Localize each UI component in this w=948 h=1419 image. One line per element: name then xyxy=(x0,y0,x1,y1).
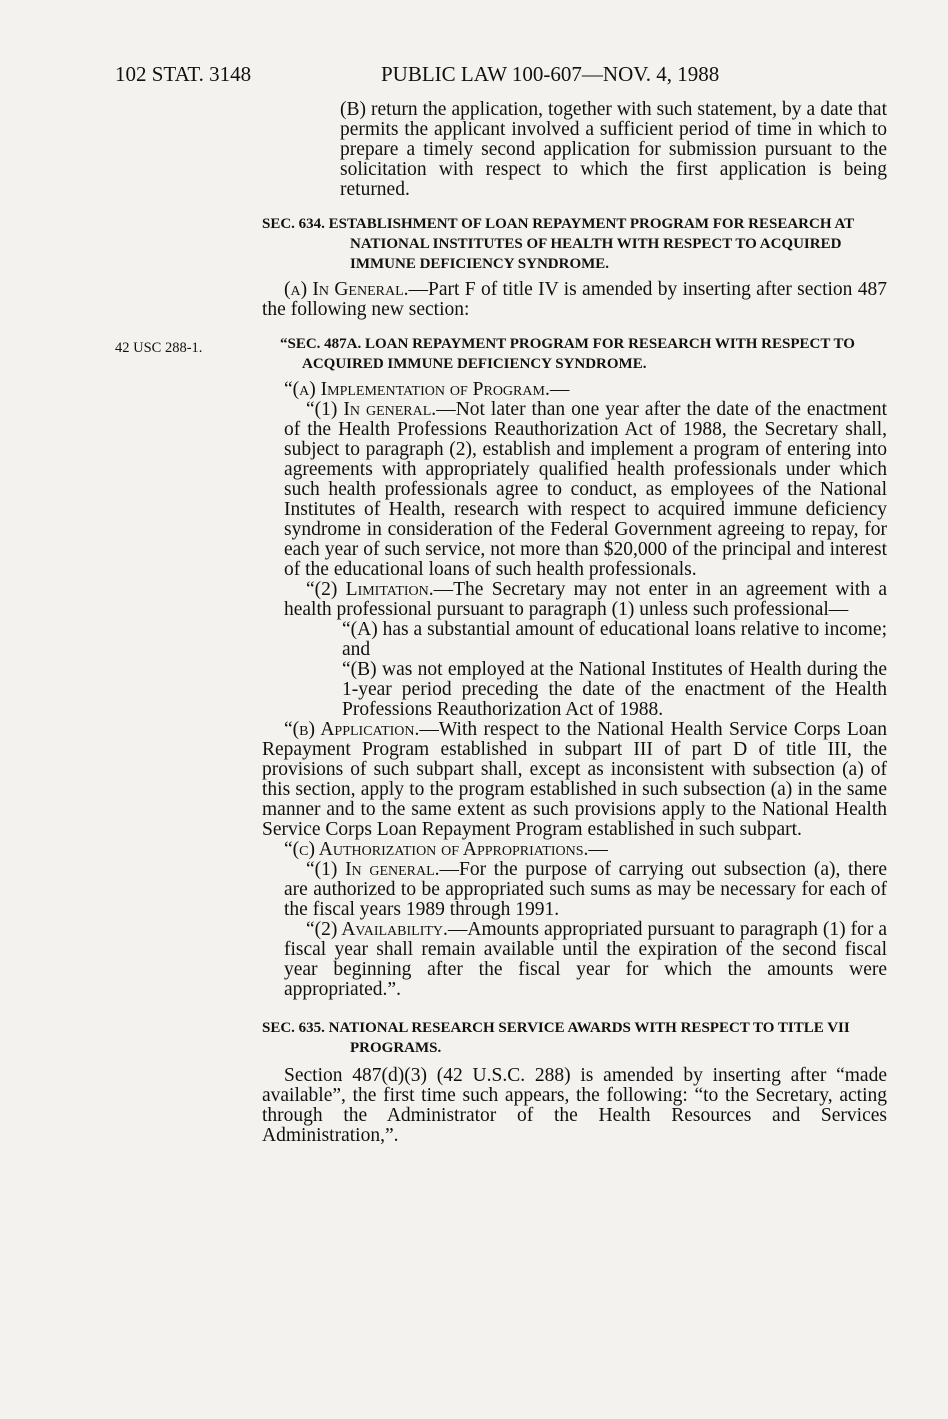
paragraph-c2-label: “(2) Availability. xyxy=(306,919,448,940)
subsection-a-label: (a) In General. xyxy=(284,279,409,300)
paragraph-c1-in-general xyxy=(262,860,887,920)
paragraph-1-text: —Not later than one year after the date of the enactment of the Health Professions Reauthorization Act of 1988, the Secretary shall, subject to paragraph (2), establish and implement a program of entering into agreements with appropriately qualified health professionals under which such health professionals agree to conduct, as employees of the National Institutes of Health, research with respect to acquired immune deficiency syndrome in consideration of the Federal Government agreeing to repay, for each year of such service, not more than $20,000 of the principal and interest of the educational loans of such health professionals. xyxy=(284,399,887,580)
implementation-heading xyxy=(262,380,887,400)
section-634-heading: SEC. 634. ESTABLISHMENT OF LOAN REPAYMENT PROGRAM FOR RESEARCH AT NATIONAL INSTITUTES OF HEALTH WITH RESPECT TO ACQUIRED IMMUNE DEFICIENCY SYNDROME. xyxy=(262,216,854,272)
subsection-a-text: —Part F of title IV is amended by inserting after section 487 the following new section: xyxy=(262,279,887,320)
subsection-a-in-general xyxy=(262,280,887,320)
paragraph-c1-text: —For the purpose of carrying out subsection (a), there are authorized to be appropriated such sums as may be necessary for each of the fiscal years 1989 through 1991. xyxy=(284,859,887,920)
margin-note-usc: 42 USC 288-1. xyxy=(115,340,203,356)
section-635-heading: SEC. 635. NATIONAL RESEARCH SERVICE AWARDS WITH RESPECT TO TITLE VII PROGRAMS. xyxy=(262,1020,850,1056)
paragraph-c1-label: “(1) In general. xyxy=(306,859,440,880)
subparagraph-b: “(B) was not employed at the National Institutes of Health during the 1-year period preceding the date of the enactment of the Health Professions Reauthorization Act of 1988. xyxy=(342,659,887,720)
paragraph-2-text: —The Secretary may not enter in an agreement with a health professional pursuant to paragraph (1) unless such professional— xyxy=(284,579,887,620)
paragraph-2-label: “(2) Limitation. xyxy=(306,579,434,600)
paragraph-b-return: (B) return the application, together with such statement, by a date that permits the applicant involved a sufficient period of time in which to prepare a timely second application for submission pursuant to the solicitation with respect to which the first application is being returned. xyxy=(340,99,887,200)
implementation-label: “(a) Implementation of Program.— xyxy=(284,379,570,400)
paragraph-2-limitation xyxy=(262,580,887,620)
section-487a-heading: “SEC. 487A. LOAN REPAYMENT PROGRAM FOR RESEARCH WITH RESPECT TO ACQUIRED IMMUNE DEFICIENCY SYNDROME. xyxy=(280,336,855,372)
paragraph-c2-text: —Amounts appropriated pursuant to paragraph (1) for a fiscal year shall remain available until the expiration of the second fiscal year beginning after the fiscal year for which the amounts were appropriated.”. xyxy=(284,919,888,1000)
subsection-c-heading xyxy=(262,840,887,860)
public-law-title: PUBLIC LAW 100-607—NOV. 4, 1988 xyxy=(381,62,720,86)
subparagraph-a: “(A) has a substantial amount of educational loans relative to income; and xyxy=(342,619,887,660)
stat-reference: 102 STAT. 3148 xyxy=(115,62,252,86)
subsection-b-label: “(b) Application. xyxy=(284,719,420,740)
section-635-text: Section 487(d)(3) (42 U.S.C. 288) is amended by inserting after “made available”, the first time such appears, the following: “to the Secretary, acting through the Administrator of the Health Resources and Services Administration,”. xyxy=(262,1065,887,1146)
subsection-c-label: “(c) Authorization of Appropriations.— xyxy=(284,839,608,860)
document-body xyxy=(262,100,887,1146)
subsection-b-application xyxy=(262,720,887,840)
subsection-b-text: —With respect to the National Health Service Corps Loan Repayment Program established in subpart III of part D of title III, the provisions of such subpart shall, except as inconsistent with subsection (a) of this section, apply to the program established in such subsection (a) in the same manner and to the same extent as such provisions apply to the National Health Service Corps Loan Repayment Program established in such subpart. xyxy=(262,719,887,840)
paragraph-c2-availability xyxy=(262,920,887,1000)
paragraph-1-label: “(1) In general. xyxy=(306,399,437,420)
paragraph-1-in-general xyxy=(262,400,887,580)
